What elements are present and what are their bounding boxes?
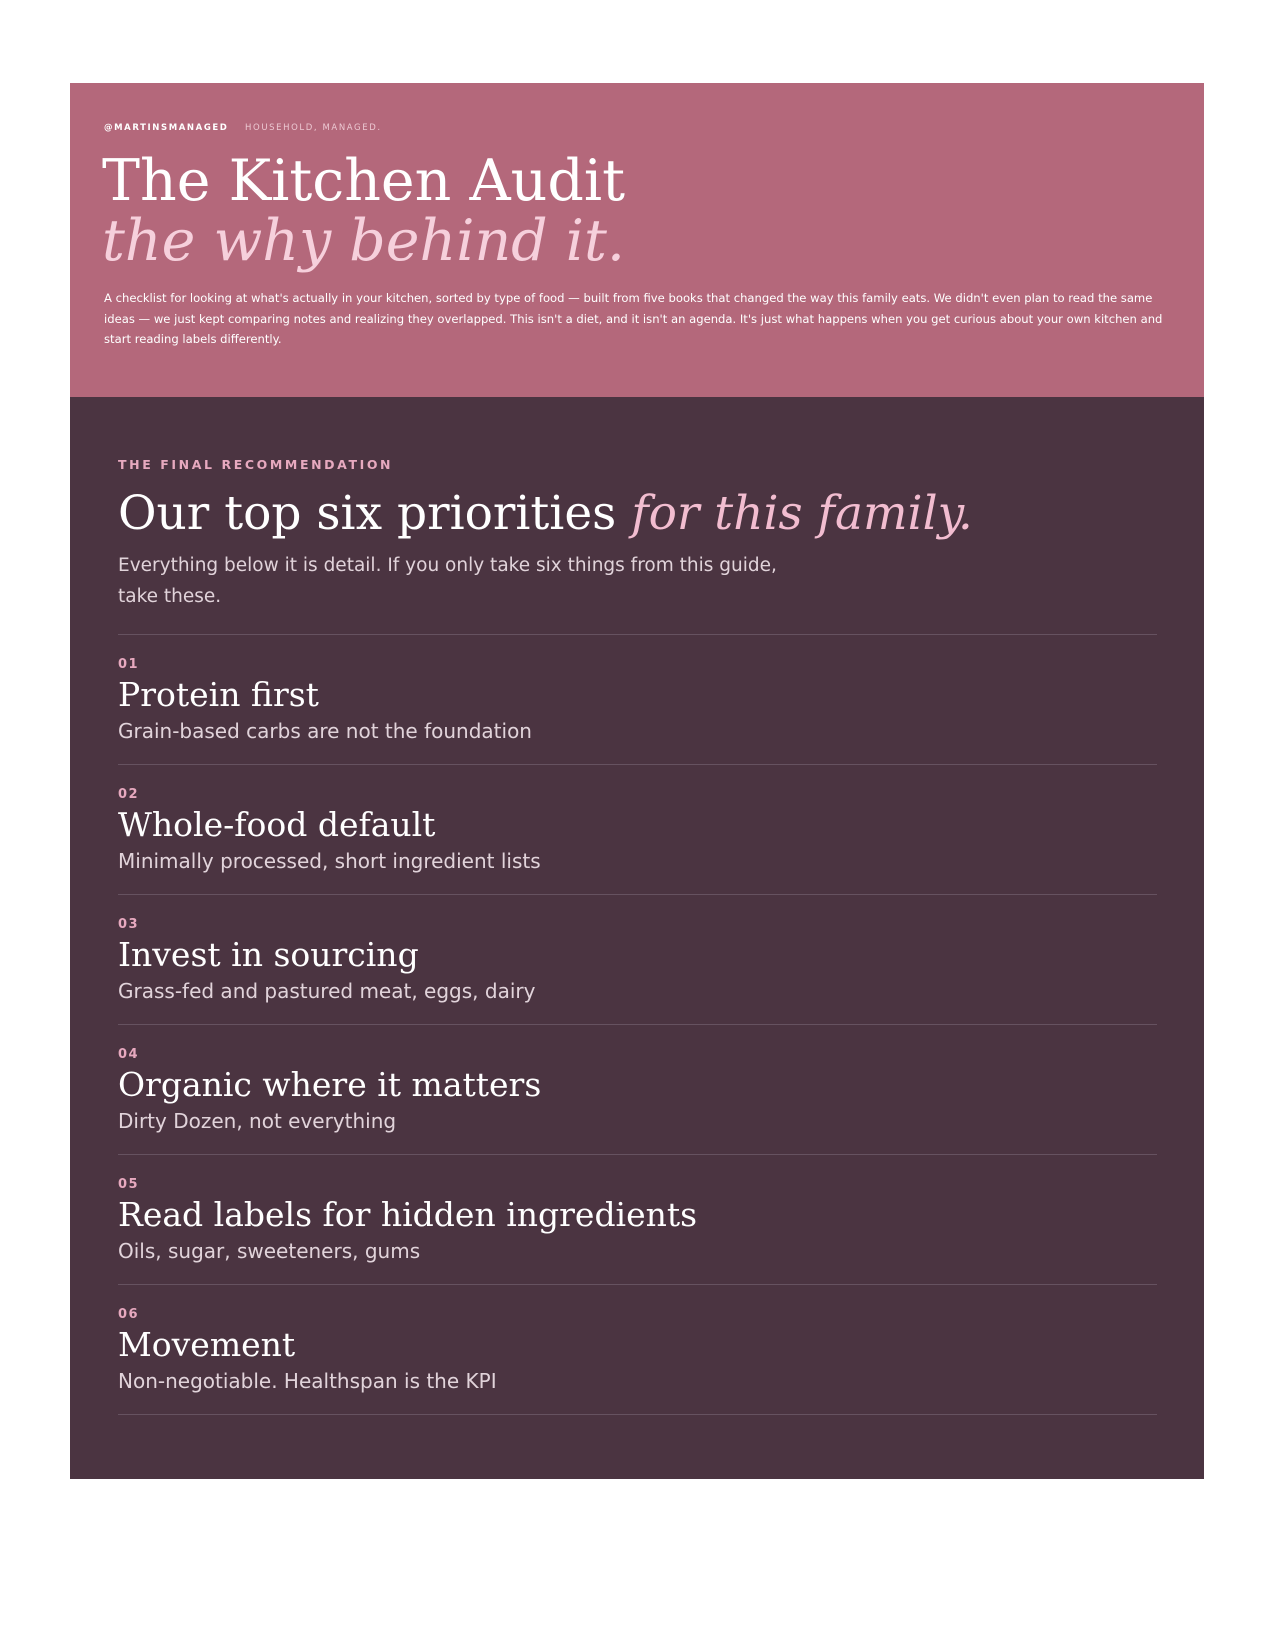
intro-paragraph: A checklist for looking at what's actually in your kitchen, sorted by type of food — built from five books that changed the way this family eats. We didn't even plan to read the same ideas — we just kept comparing notes and realizing they overlapped. This isn't a diet, and it isn't an agenda. It's just what happens when you get curious about your own kitchen and start reading labels differently. [104,291,1163,346]
document-subtitle: the why behind it. [102,208,626,274]
section-title-accent: for this family. [631,486,973,541]
section-title-plain: Our top six priorities [118,486,632,541]
priority-item [118,1155,1157,1285]
priority-number: 02 [118,787,140,802]
priority-item [118,895,1157,1025]
header-banner [70,83,1204,397]
priority-description: Grass-fed and pastured meat, eggs, dairy [118,979,536,1003]
priority-title: Organic where it matters [118,1065,542,1104]
priority-item [118,765,1157,895]
priority-item [118,1285,1157,1415]
priority-description: Non-negotiable. Healthspan is the KPI [118,1369,497,1393]
priority-title: Movement [118,1325,296,1364]
priority-number: 03 [118,917,140,932]
priority-title: Protein first [118,675,319,714]
priority-description: Oils, sugar, sweeteners, gums [118,1239,421,1263]
brand-handle: @MARTINSMANAGED [104,123,229,133]
section-eyebrow: THE FINAL RECOMMENDATION [118,457,394,472]
priority-title: Whole-food default [118,805,436,844]
priority-description: Grain-based carbs are not the foundation [118,719,532,743]
priority-title: Read labels for hidden ingredients [118,1195,698,1234]
priority-list [118,634,1157,1415]
priority-description: Dirty Dozen, not everything [118,1109,397,1133]
brand-line [104,123,382,133]
priority-description: Minimally processed, short ingredient lists [118,849,541,873]
priority-title: Invest in sourcing [118,935,419,974]
priority-number: 06 [118,1307,140,1322]
priority-number: 01 [118,657,140,672]
document-page [70,83,1204,1479]
priority-item [118,1025,1157,1155]
brand-tagline: HOUSEHOLD, MANAGED. [245,123,382,133]
priority-number: 05 [118,1177,140,1192]
priority-item [118,635,1157,765]
section-lede: Everything below it is detail. If you only take six things from this guide, take these. [118,555,777,607]
recommendation-section [70,397,1204,1479]
document-title: The Kitchen Audit [102,148,625,214]
section-title [118,485,973,543]
priority-number: 04 [118,1047,140,1062]
